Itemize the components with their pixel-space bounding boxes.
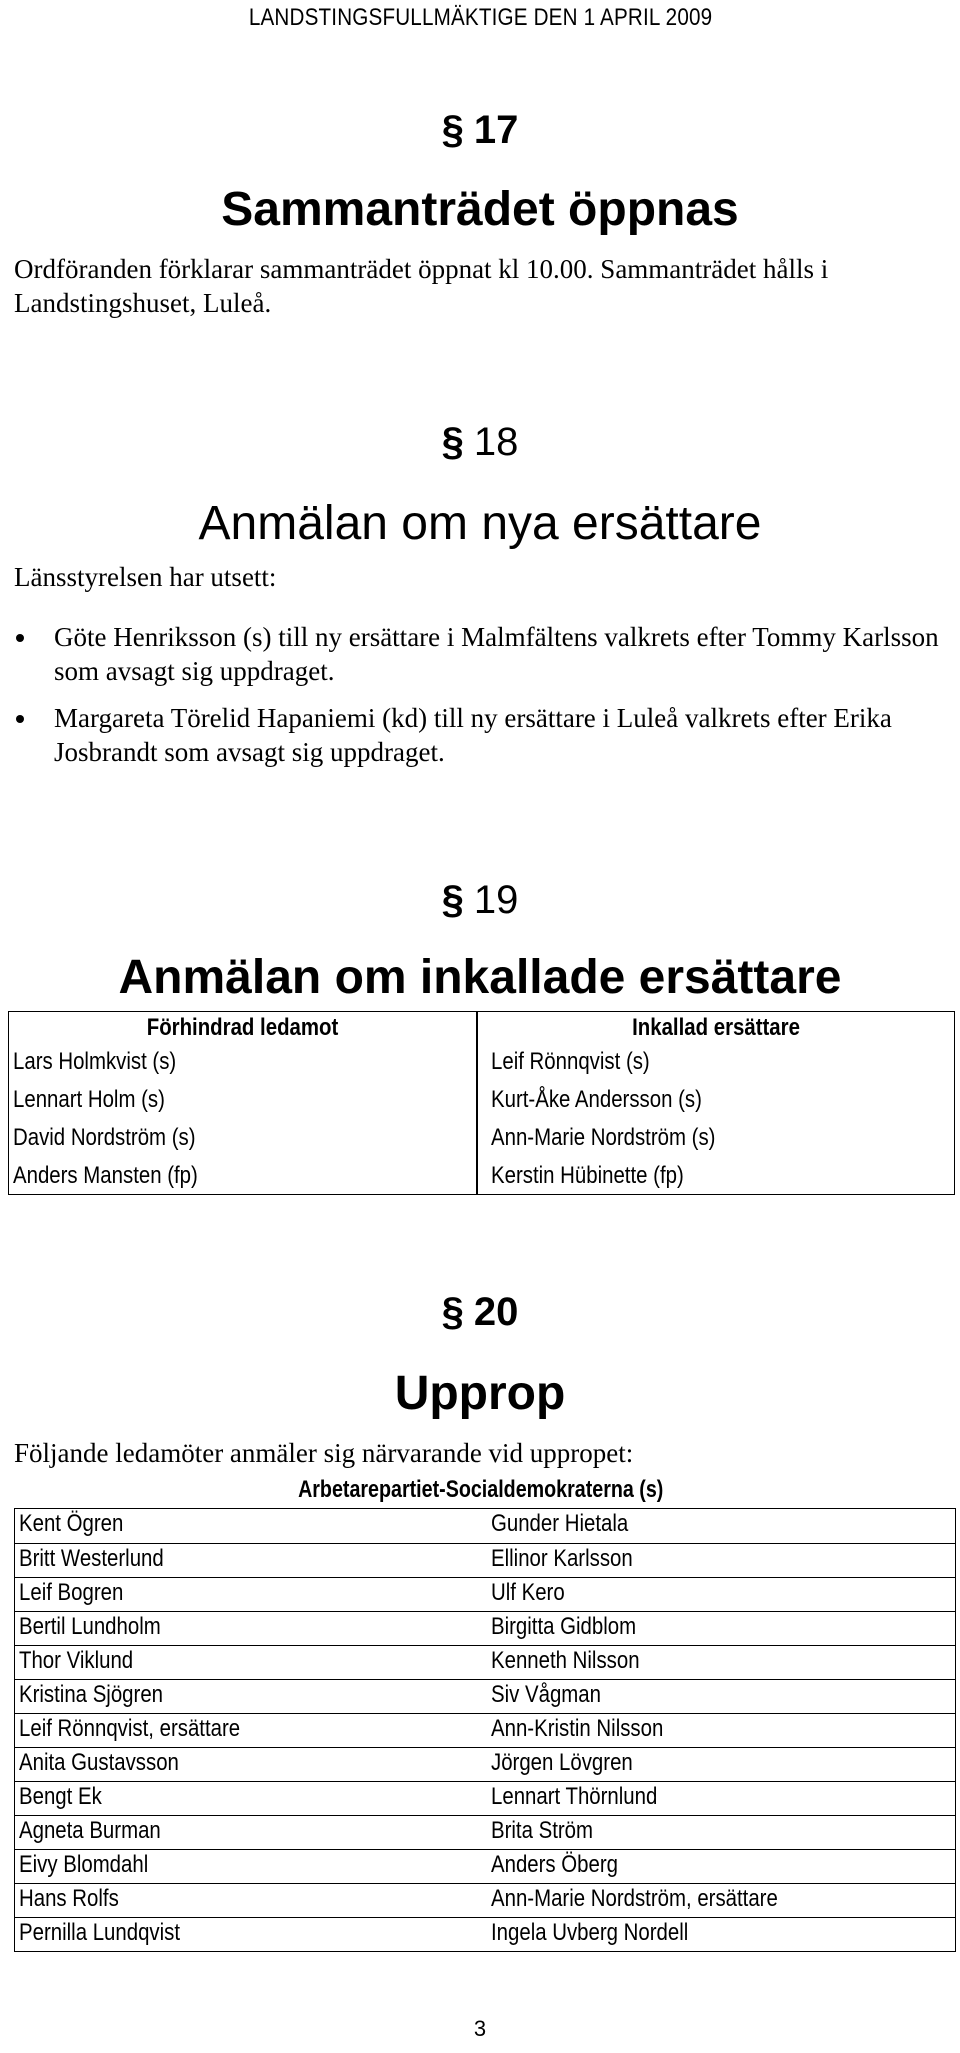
table-row — [15, 1713, 955, 1747]
section-sign-icon: § — [441, 1290, 464, 1334]
table-row — [15, 1611, 955, 1645]
column-header-substitute: Inkallad ersättare — [632, 1014, 800, 1041]
table-cell: Bertil Lundholm — [19, 1613, 161, 1640]
table-row — [15, 1543, 955, 1577]
table-cell: Pernilla Lundqvist — [19, 1919, 181, 1946]
table-cell: Hans Rolfs — [19, 1885, 119, 1912]
section-18-title: Anmälan om nya ersättare — [198, 497, 762, 550]
bullet-icon — [16, 634, 24, 642]
table-cell: Leif Bogren — [19, 1579, 124, 1606]
table-cell: Anders Öberg — [491, 1851, 619, 1878]
table-cell: Ulf Kero — [491, 1579, 565, 1606]
bullet-icon — [16, 715, 24, 723]
table-cell: Lars Holmkvist (s) — [13, 1048, 177, 1075]
roll-call-table — [14, 1508, 956, 1952]
section-20-intro: Följande ledamöter anmäler sig närvarande vid uppropet: — [14, 1438, 634, 1468]
column-header-absent-member: Förhindrad ledamot — [146, 1014, 339, 1041]
table-cell: Ann-Marie Nordström (s) — [491, 1124, 716, 1151]
table-row — [15, 1577, 955, 1611]
table-row — [15, 1849, 955, 1883]
table-cell: Kurt-Åke Andersson (s) — [491, 1086, 702, 1113]
table-cell: Thor Viklund — [19, 1647, 134, 1674]
table-row — [15, 1747, 955, 1781]
table-cell: Lennart Thörnlund — [491, 1783, 658, 1810]
table-cell: Ann-Kristin Nilsson — [491, 1715, 664, 1742]
table-cell: Anita Gustavsson — [19, 1749, 179, 1776]
table-cell: Leif Rönnqvist (s) — [491, 1048, 650, 1075]
table-cell: Ann-Marie Nordström, ersättare — [491, 1885, 778, 1912]
section-19-number: § 19 — [441, 878, 519, 922]
table-cell: Agneta Burman — [19, 1817, 161, 1844]
table-row — [15, 1815, 955, 1849]
table-row — [15, 1645, 955, 1679]
table-cell: Gunder Hietala — [491, 1510, 629, 1537]
table-cell: Birgitta Gidblom — [491, 1613, 637, 1640]
section-17-number: § 17 — [441, 108, 519, 152]
table-cell: Lennart Holm (s) — [13, 1086, 165, 1113]
section-17-title: Sammanträdet öppnas — [221, 183, 739, 236]
section-17-text: Ordföranden förklarar sammanträdet öppnat kl 10.00. Sammanträdet hålls i Landstingshuset, Luleå. — [14, 254, 829, 318]
table-cell: Kent Ögren — [19, 1510, 124, 1537]
table-cell: Eivy Blomdahl — [19, 1851, 149, 1878]
list-item: Margareta Törelid Hapaniemi (kd) till ny ersättare i Luleå valkrets efter Erika Josbrandt som avsagt sig uppdraget. — [14, 701, 944, 769]
section-20-title: Upprop — [394, 1367, 566, 1420]
table-cell: Bengt Ek — [19, 1783, 102, 1810]
section-18-intro: Länsstyrelsen har utsett: — [14, 562, 277, 592]
table-cell: Ellinor Karlsson — [491, 1545, 633, 1572]
table-row — [15, 1679, 955, 1713]
table-row — [15, 1917, 955, 1951]
substitutes-table — [8, 1011, 955, 1195]
section-sign-icon: § — [441, 878, 464, 922]
table-row — [15, 1781, 955, 1815]
table-cell: Kenneth Nilsson — [491, 1647, 640, 1674]
table-cell: Ingela Uvberg Nordell — [491, 1919, 689, 1946]
table-row — [15, 1509, 955, 1543]
section-19-title: Anmälan om inkallade ersättare — [118, 951, 842, 1004]
section-sign-icon: § — [441, 108, 464, 152]
table-cell: Leif Rönnqvist, ersättare — [19, 1715, 241, 1742]
table-cell: Brita Ström — [491, 1817, 594, 1844]
page-number: 3 — [473, 2016, 487, 2041]
table-divider — [476, 1012, 478, 1194]
table-cell: Siv Vågman — [491, 1681, 601, 1708]
section-sign-icon: § — [441, 420, 464, 464]
section-18-bullet-list — [14, 620, 944, 782]
page-header: LANDSTINGSFULLMÄKTIGE DEN 1 APRIL 2009 — [248, 4, 713, 31]
table-row — [15, 1883, 955, 1917]
table-cell: David Nordström (s) — [13, 1124, 196, 1151]
section-18-number: § 18 — [441, 420, 519, 464]
table-cell: Britt Westerlund — [19, 1545, 164, 1572]
table-cell: Jörgen Lövgren — [491, 1749, 633, 1776]
section-20-number: § 20 — [441, 1290, 519, 1334]
party-heading: Arbetarepartiet-Socialdemokraterna (s) — [298, 1476, 664, 1503]
list-item: Göte Henriksson (s) till ny ersättare i Malmfältens valkrets efter Tommy Karlsson som avsagt sig uppdraget. — [14, 620, 944, 688]
table-cell: Kristina Sjögren — [19, 1681, 164, 1708]
table-cell: Anders Mansten (fp) — [13, 1162, 198, 1189]
table-cell: Kerstin Hübinette (fp) — [491, 1162, 684, 1189]
